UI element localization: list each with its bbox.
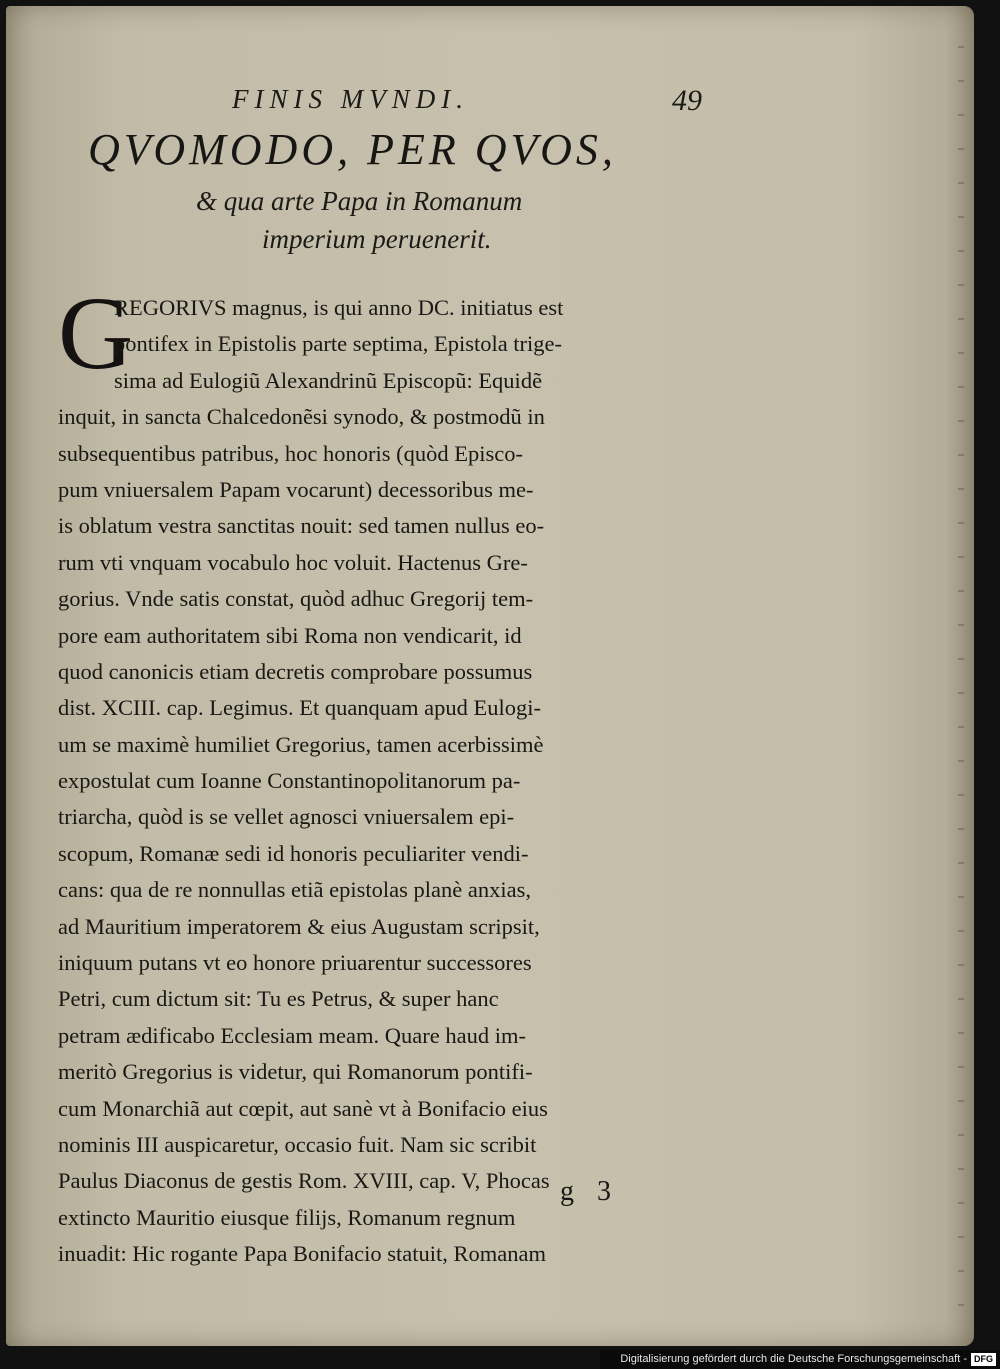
footer-bar <box>600 1350 1000 1369</box>
chapter-title-line-3: imperium peruenerit. <box>262 224 492 254</box>
text-line: pum vniuersalem Papam vocarunt) decessoribus me- <box>58 476 534 502</box>
text-line: pore eam authoritatem sibi Roma non vendicarit, id <box>58 622 522 648</box>
text-line: inquit, in sancta Chalcedonẽsi synodo, & postmodũ in <box>58 404 545 430</box>
drop-cap: G <box>58 276 134 391</box>
text-line: is oblatum vestra sanctitas nouit: sed tamen nullus eo- <box>58 513 545 539</box>
text-line: um se maximè humiliet Gregorius, tamen acerbissimè <box>58 731 544 757</box>
text-line: ad Mauritium imperatorem & eius Augustam scripsit, <box>58 913 540 939</box>
body-text <box>58 290 718 1273</box>
text-line: sima ad Eulogiũ Alexandrinũ Episcopũ: Equidẽ <box>114 367 543 393</box>
text-line: REGORIVS magnus, is qui anno DC. initiatus est <box>114 295 564 320</box>
text-line: expostulat cum Ioanne Constantinopolitanorum pa- <box>58 768 521 794</box>
text-line: inuadit: Hic rogante Papa Bonifacio statuit, Romanam <box>58 1241 547 1267</box>
text-line: petram ædificabo Ecclesiam meam. Quare haud im- <box>58 1022 526 1048</box>
text-line: cum Monarchiã aut cœpit, aut sanè vt à Bonifacio eius <box>58 1095 548 1121</box>
text-line: subsequentibus patribus, hoc honoris (quòd Episco- <box>58 440 523 466</box>
text-line: rum vti vnquam vocabulo hoc voluit. Hactenus Gre- <box>58 549 528 575</box>
text-line: Petri, cum dictum sit: Tu es Petrus, & super hanc <box>58 986 499 1012</box>
text-line: Paulus Diaconus de gestis Rom. XVIII, cap. V, Phocas <box>58 1168 550 1194</box>
text-line: extincto Mauritio eiusque filijs, Romanum regnum <box>58 1204 516 1230</box>
page-number: 49 <box>672 84 702 117</box>
text-line: dist. XCIII. cap. Legimus. Et quanquam apud Eulogi- <box>58 695 542 721</box>
text-line: cans: qua de re nonnullas etiã epistolas planè anxias, <box>58 877 531 903</box>
dfg-logo: DFG <box>971 1353 996 1366</box>
text-line: nominis III auspicaretur, occasio fuit. Nam sic scribit <box>58 1131 537 1157</box>
chapter-title-line-1: QVOMODO, PER QVOS, <box>88 125 617 174</box>
text-line: pontifex in Epistolis parte septima, Epistola trige- <box>114 331 563 357</box>
signature-mark: g 3 <box>560 1176 619 1207</box>
text-line: iniquum putans vt eo honore priuarentur successores <box>58 950 532 976</box>
text-line: gorius. Vnde satis constat, quòd adhuc Gregorij tem- <box>58 586 534 612</box>
text-line: scopum, Romanæ sedi id honoris peculiariter vendi- <box>58 840 529 866</box>
text-line: meritò Gregorius is videtur, qui Romanorum pontifi- <box>58 1059 533 1085</box>
footer-text: Digitalisierung gefördert durch die Deutsche Forschungsgemeinschaft - <box>620 1353 967 1365</box>
page-edge <box>958 46 964 1326</box>
chapter-title-line-2: & qua arte Papa in Romanum <box>196 186 523 216</box>
text-line: quod canonicis etiam decretis comprobare possumus <box>58 658 533 684</box>
running-head: FINIS MVNDI. <box>232 84 469 114</box>
text-line: triarcha, quòd is se vellet agnosci vniuersalem epi- <box>58 804 515 830</box>
